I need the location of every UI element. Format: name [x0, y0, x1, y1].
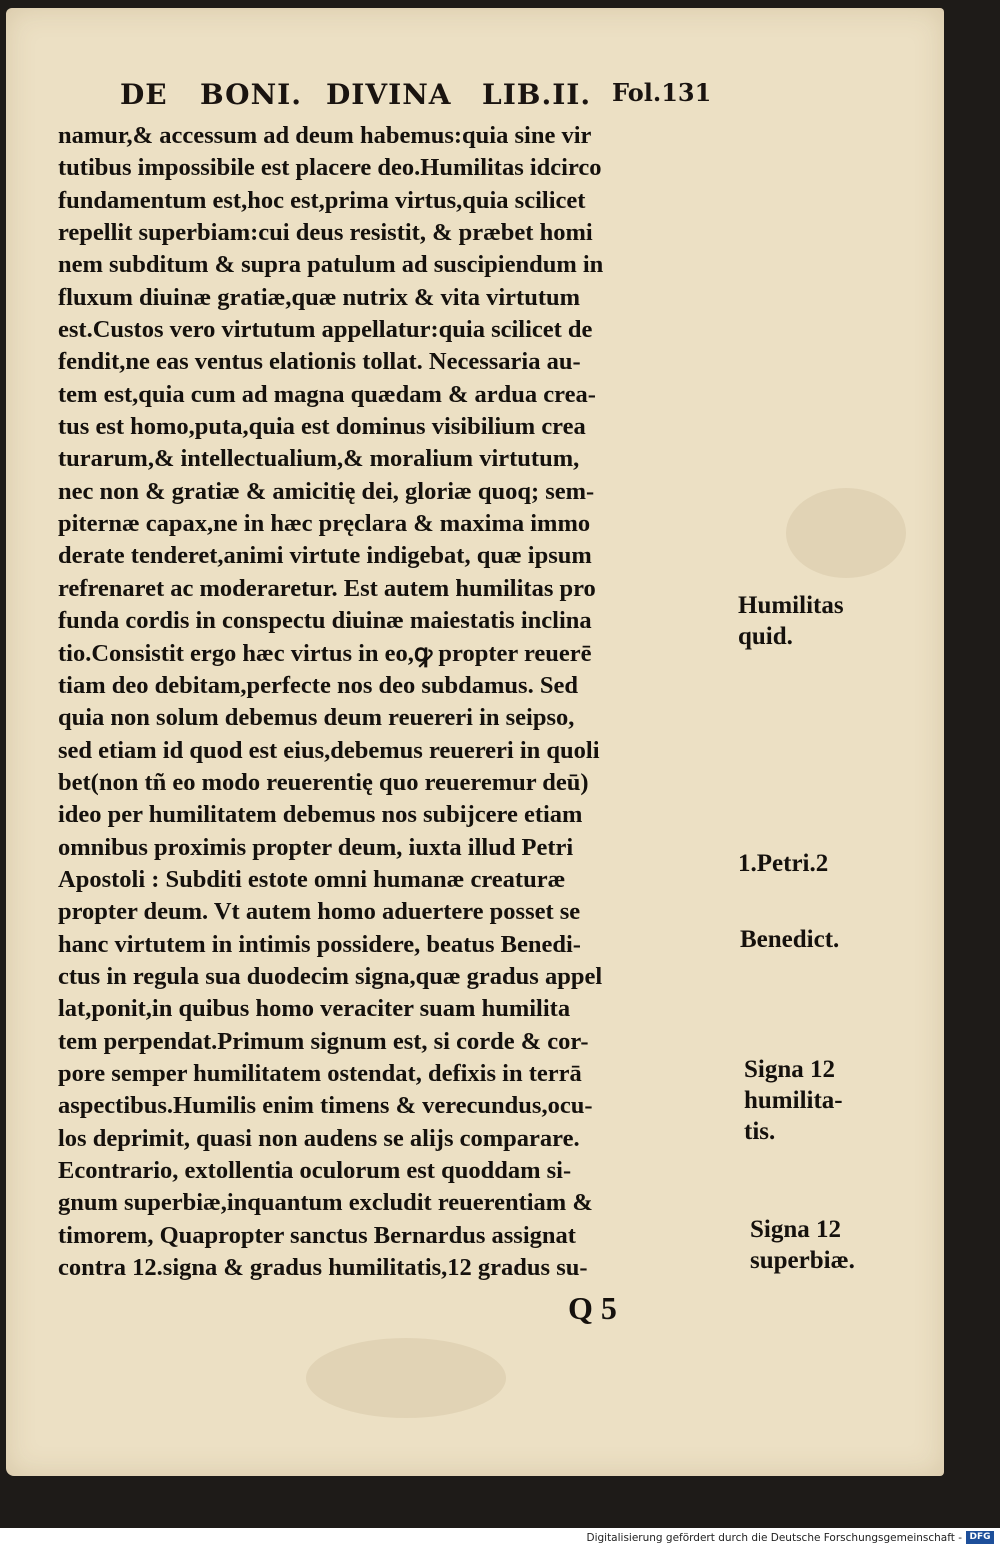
- text-line: sed etiam id quod est eius,debemus reuereri in quoli: [58, 736, 600, 764]
- dfg-logo-icon: DFG: [966, 1531, 994, 1544]
- text-line: funda cordis in conspectu diuinæ maiestatis inclina: [58, 607, 592, 635]
- text-line: Econtrario, extollentia oculorum est quoddam si-: [58, 1157, 572, 1184]
- text-line: namur,& accessum ad deum habemus:quia sine vir: [58, 122, 592, 149]
- folio-number: Fol.131: [612, 78, 712, 107]
- text-line: lat,ponit,in quibus homo veraciter suam humilita: [58, 995, 571, 1023]
- marginal-note-petri: [738, 848, 828, 879]
- marginal-note-benedict: [740, 924, 839, 955]
- header-boni: BONI.: [200, 78, 303, 111]
- text-line: pore semper humilitatem ostendat, defixis in terrā: [58, 1059, 582, 1087]
- text-line: est.Custos vero virtutum appellatur:quia scilicet de: [58, 316, 593, 344]
- marginal-line: humilita-: [744, 1087, 843, 1114]
- text-line: repellit superbiam:cui deus resistit, & præbet homi: [58, 219, 593, 247]
- text-line: derate tenderet,animi virtute indigebat, quæ ipsum: [58, 542, 592, 570]
- marginal-line: Signa 12: [750, 1216, 842, 1243]
- running-header: [120, 78, 720, 112]
- footer-bar: [0, 1528, 1000, 1548]
- marginal-line: superbiæ.: [750, 1247, 855, 1274]
- text-line: nem subditum & supra patulum ad suscipiendum in: [58, 251, 604, 279]
- text-line: Apostoli : Subditi estote omni humanæ creaturæ: [58, 865, 566, 893]
- marginal-line: Signa 12: [744, 1056, 836, 1083]
- text-line: tio.Consistit ergo hæc virtus in eo,ꝙ propter reuerē: [58, 639, 592, 667]
- text-line: fundamentum est,hoc est,prima virtus,quia scilicet: [58, 186, 586, 214]
- text-line: tutibus impossibile est placere deo.Humilitas idcirco: [58, 154, 602, 182]
- text-line: fluxum diuinæ gratiæ,quæ nutrix & vita virtutum: [58, 283, 581, 311]
- text-line: hanc virtutem in intimis possidere, beatus Benedi-: [58, 930, 581, 958]
- header-lib: LIB.II.: [482, 78, 592, 111]
- funding-credit: Digitalisierung gefördert durch die Deutsche Forschungsgemeinschaft -: [586, 1532, 962, 1544]
- text-line: timorem, Quapropter sanctus Bernardus assignat: [58, 1221, 576, 1249]
- signature-catchword: Q 5: [568, 1290, 617, 1326]
- text-line: bet(non tñ eo modo reuerentię quo reueremur deū): [58, 768, 589, 796]
- text-line: aspectibus.Humilis enim timens & verecundus,ocu-: [58, 1092, 593, 1120]
- text-line: los deprimit, quasi non audens se alijs comparare.: [58, 1124, 580, 1152]
- paper-stain: [786, 488, 906, 578]
- text-line: ctus in regula sua duodecim signa,quæ gradus appel: [58, 962, 603, 990]
- text-line: refrenaret ac moderaretur. Est autem humilitas pro: [58, 574, 596, 602]
- paper-stain: [306, 1338, 506, 1418]
- text-line: fendit,ne eas ventus elationis tollat. Necessaria au-: [58, 348, 581, 376]
- marginal-line: Humilitas: [738, 592, 844, 619]
- text-line: turarum,& intellectualium,& moralium virtutum,: [58, 445, 580, 473]
- text-line: ideo per humilitatem debemus nos subijcere etiam: [58, 801, 583, 829]
- text-line: tem perpendat.Primum signum est, si corde & cor-: [58, 1027, 589, 1055]
- marginal-line: tis.: [744, 1118, 776, 1145]
- text-line: nec non & gratiæ & amicitię dei, gloriæ quoq; sem-: [58, 477, 595, 505]
- marginal-line: 1.Petri.2: [738, 850, 829, 877]
- marginal-line: quid.: [738, 623, 793, 650]
- text-line: piternæ capax,ne in hæc pręclara & maxima immo: [58, 510, 591, 538]
- text-line: contra 12.signa & gradus humilitatis,12 gradus su-: [58, 1254, 588, 1282]
- header-de: DE: [120, 78, 168, 111]
- main-text-block: [58, 120, 730, 1284]
- text-line: tiam deo debitam,perfecte nos deo subdamus. Sed: [58, 671, 578, 699]
- text-line: tem est,quia cum ad magna quædam & ardua crea-: [58, 380, 596, 408]
- text-line: omnibus proximis propter deum, iuxta illud Petri: [58, 833, 574, 861]
- marginal-note-signa-humilitatis: [744, 1054, 843, 1147]
- header-divina: DIVINA: [326, 78, 452, 111]
- text-line: propter deum. Vt autem homo aduertere posset se: [58, 898, 581, 926]
- marginal-note-humilitas: [738, 590, 844, 652]
- text-line: quia non solum debemus deum reuereri in seipso,: [58, 704, 575, 732]
- text-line: gnum superbiæ,inquantum excludit reuerentiam &: [58, 1189, 593, 1217]
- marginal-line: Benedict.: [740, 926, 840, 953]
- text-line: tus est homo,puta,quia est dominus visibilium crea: [58, 413, 586, 441]
- marginal-note-signa-superbiae: [750, 1214, 855, 1276]
